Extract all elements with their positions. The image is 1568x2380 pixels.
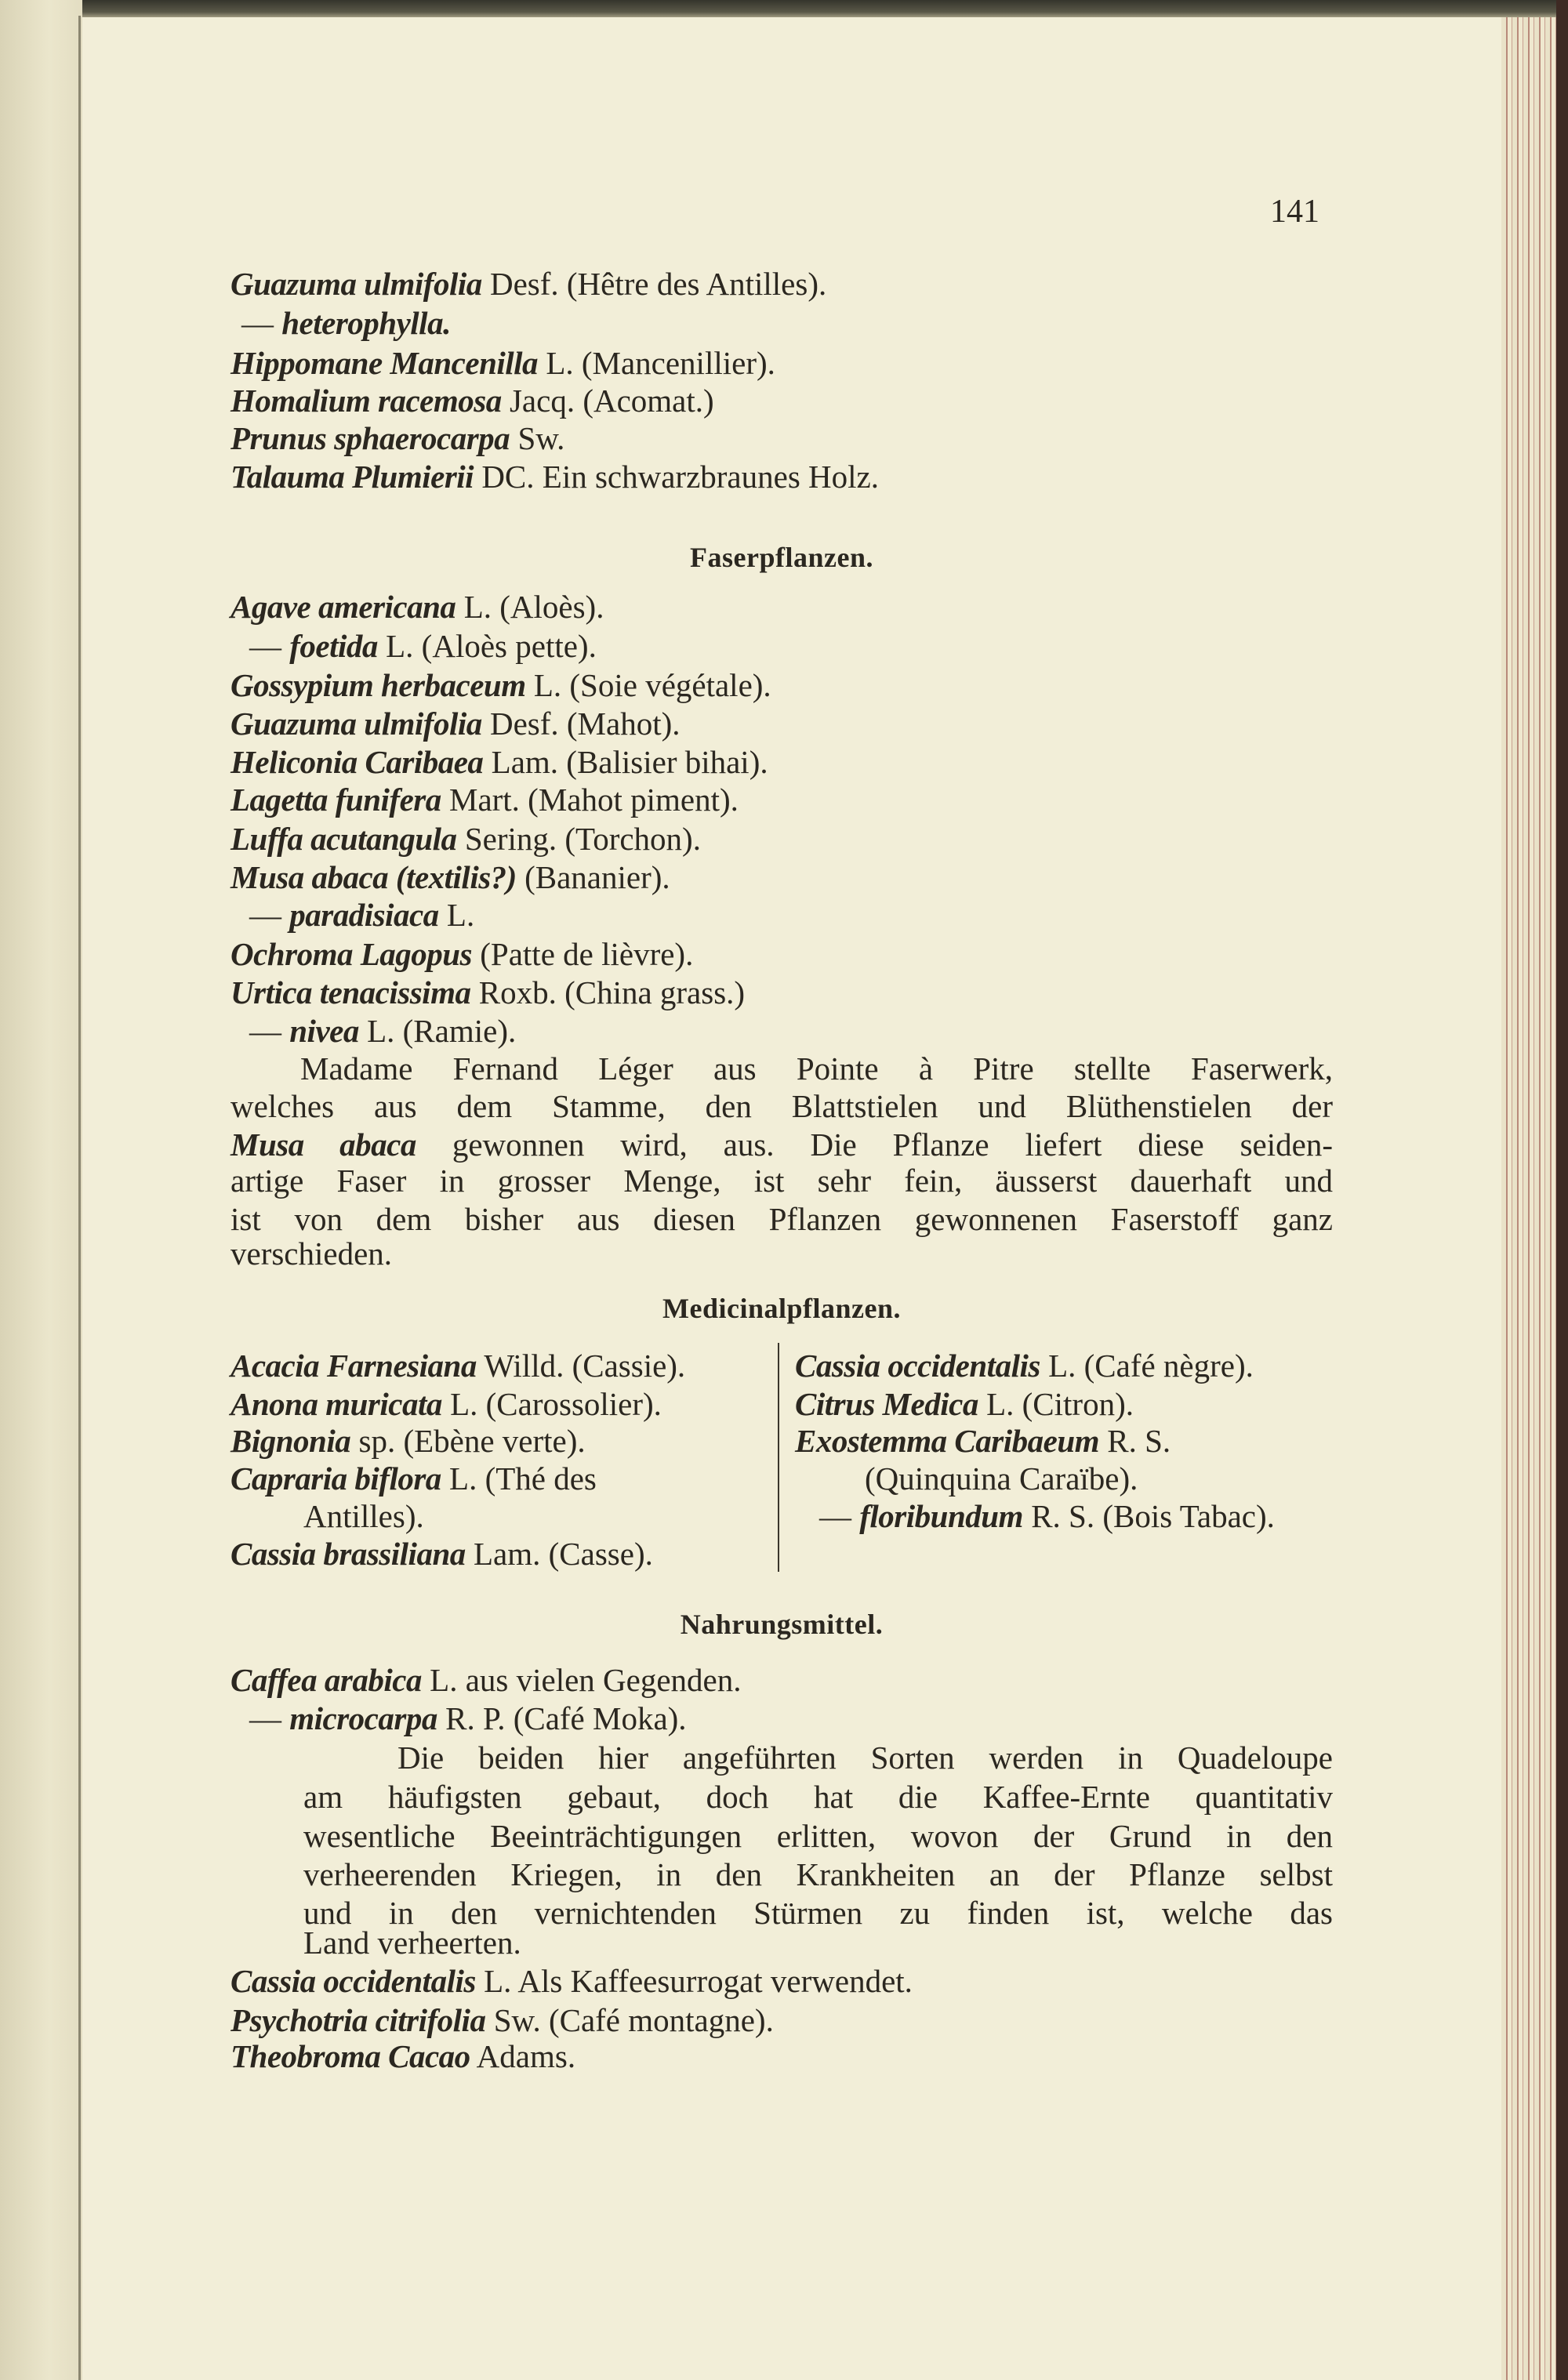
text-span: ist von dem bisher aus diesen Pflanzen gewonnenen Faserstoff ganz bbox=[230, 1201, 1333, 1237]
text-span: Antilles). bbox=[303, 1498, 424, 1534]
heading-text: Medicinalpflanzen. bbox=[662, 1293, 901, 1324]
text-span: DC. Ein schwarzbraunes Holz. bbox=[474, 459, 879, 495]
species-name: Cassia occidentalis bbox=[795, 1348, 1040, 1384]
species-name: nivea bbox=[289, 1013, 359, 1049]
text-span: verheerenden Kriegen, in den Krankheiten an der Pflanze selbst bbox=[303, 1856, 1333, 1892]
text-line bbox=[249, 1699, 1333, 1738]
text-span: Madame Fernand Léger aus Pointe à Pitre stellte Faserwerk, bbox=[300, 1050, 1333, 1087]
text-line bbox=[303, 1855, 1333, 1894]
text-line bbox=[230, 1125, 1333, 1164]
text-line bbox=[241, 303, 1333, 343]
text-span: am häufigsten gebaut, doch hat die Kaffee-Ernte quantitativ bbox=[303, 1779, 1333, 1815]
text-span: Sw. (Café montagne). bbox=[485, 2002, 774, 2038]
species-name: Agave americana bbox=[230, 589, 456, 625]
species-name: Guazuma ulmifolia bbox=[230, 706, 482, 742]
text-span: L. (Carossolier). bbox=[441, 1386, 662, 1422]
text-span: artige Faser in grosser Menge, ist sehr fein, äusserst dauerhaft und bbox=[230, 1163, 1333, 1199]
text-span: Desf. (Mahot). bbox=[481, 706, 681, 742]
heading-text: Faserpflanzen. bbox=[690, 542, 873, 573]
text-span: sp. (Ebène verte). bbox=[350, 1423, 586, 1459]
text-span: (Patte de lièvre). bbox=[472, 936, 694, 972]
gutter-line bbox=[78, 16, 81, 2380]
text-span: R. P. (Café Moka). bbox=[437, 1700, 687, 1736]
scan-top-edge bbox=[0, 0, 1568, 17]
text-span: — bbox=[241, 305, 282, 341]
species-name: Anona muricata bbox=[230, 1386, 442, 1422]
text-span: L. (Soie végétale). bbox=[525, 667, 771, 703]
text-line bbox=[230, 704, 1333, 743]
text-span: L. (Mancenillier). bbox=[538, 345, 775, 381]
text-line bbox=[249, 1011, 1333, 1050]
text-span: Willd. (Cassie). bbox=[476, 1348, 686, 1384]
text-line bbox=[230, 457, 1333, 496]
text-line bbox=[230, 1961, 1333, 2001]
species-name: Musa abaca (textilis?) bbox=[230, 859, 517, 895]
text-span: L. aus vielen Gegenden. bbox=[421, 1662, 742, 1698]
species-name: Capraria biflora bbox=[230, 1460, 441, 1497]
text-line bbox=[230, 1384, 768, 1424]
species-name: Bignonia bbox=[230, 1423, 351, 1459]
text-span: — bbox=[249, 1700, 290, 1736]
species-name: paradisiaca bbox=[289, 897, 439, 933]
text-span: (Quinquina Caraïbe). bbox=[865, 1460, 1138, 1497]
species-name: Caffea arabica bbox=[230, 1662, 422, 1698]
text-line bbox=[303, 1923, 1333, 1962]
text-span: verschieden. bbox=[230, 1235, 393, 1272]
text-line bbox=[249, 626, 1333, 666]
text-line bbox=[230, 1421, 768, 1460]
section-heading bbox=[230, 1289, 1333, 1328]
species-name: Guazuma ulmifolia bbox=[230, 266, 482, 302]
text-line bbox=[230, 419, 1333, 458]
species-name: Hippomane Mancenilla bbox=[230, 345, 539, 381]
text-line bbox=[230, 1660, 1333, 1700]
species-name: foetida bbox=[289, 628, 378, 664]
text-span: Jacq. (Acomat.) bbox=[501, 383, 714, 419]
text-line bbox=[230, 1459, 768, 1498]
text-span: Lam. (Casse). bbox=[465, 1536, 653, 1572]
heading-text: Nahrungsmittel. bbox=[680, 1609, 884, 1640]
text-line bbox=[230, 1234, 1333, 1273]
text-line bbox=[230, 381, 1333, 420]
text-line bbox=[230, 1199, 1333, 1239]
text-line bbox=[795, 1384, 1333, 1424]
text-line bbox=[303, 1777, 1333, 1816]
species-name: Gossypium herbaceum bbox=[230, 667, 526, 703]
text-span: und in den vernichtenden Stürmen zu finden ist, welche das bbox=[303, 1895, 1333, 1931]
book-gutter bbox=[0, 0, 82, 2380]
text-span: L. (Aloès). bbox=[456, 589, 604, 625]
text-span: R. S. bbox=[1099, 1423, 1171, 1459]
text-span: Sw. bbox=[510, 420, 565, 456]
section-heading bbox=[230, 1605, 1333, 1644]
text-line bbox=[795, 1346, 1333, 1385]
text-line bbox=[230, 1534, 768, 1573]
text-span: R. S. (Bois Tabac). bbox=[1022, 1498, 1275, 1534]
text-span: Mart. (Mahot piment). bbox=[441, 782, 739, 818]
text-line bbox=[249, 895, 1333, 934]
text-span: L. (Café nègre). bbox=[1040, 1348, 1254, 1384]
text-line bbox=[397, 1738, 1333, 1777]
text-span: (Bananier). bbox=[516, 859, 670, 895]
text-line bbox=[230, 1346, 768, 1385]
text-span: — bbox=[249, 897, 290, 933]
page-number: 141 bbox=[1270, 194, 1319, 230]
species-name: Luffa acutangula bbox=[230, 821, 457, 857]
species-name: heterophylla. bbox=[281, 305, 451, 341]
text-span: Sering. (Torchon). bbox=[456, 821, 701, 857]
text-span: L. (Aloès pette). bbox=[377, 628, 597, 664]
text-line bbox=[230, 1087, 1333, 1126]
book-cover-edge bbox=[1556, 0, 1568, 2380]
species-name: microcarpa bbox=[289, 1700, 437, 1736]
species-name: Ochroma Lagopus bbox=[230, 936, 473, 972]
text-span: L. (Thé des bbox=[441, 1460, 597, 1497]
text-line bbox=[230, 1161, 1333, 1200]
text-line bbox=[230, 780, 1333, 819]
text-span: Lam. (Balisier bihai). bbox=[483, 744, 768, 780]
text-line bbox=[303, 1816, 1333, 1856]
species-name: Exostemma Caribaeum bbox=[795, 1423, 1100, 1459]
text-line bbox=[865, 1459, 1333, 1498]
text-span: L. (Ramie). bbox=[358, 1013, 517, 1049]
species-name: Talauma Plumierii bbox=[230, 459, 474, 495]
species-name: Acacia Farnesiana bbox=[230, 1348, 477, 1384]
text-line bbox=[230, 343, 1333, 383]
section-heading bbox=[230, 538, 1333, 577]
text-span: — bbox=[249, 628, 290, 664]
text-line bbox=[819, 1497, 1333, 1536]
species-name: Cassia brassiliana bbox=[230, 1536, 466, 1572]
species-name: Citrus Medica bbox=[795, 1386, 978, 1422]
species-name: Musa abaca bbox=[230, 1127, 416, 1163]
text-line bbox=[230, 666, 1333, 705]
text-line bbox=[795, 1421, 1333, 1460]
text-line bbox=[230, 2037, 1333, 2076]
species-name: Prunus sphaerocarpa bbox=[230, 420, 510, 456]
species-name: floribundum bbox=[859, 1498, 1023, 1534]
species-name: Psychotria citrifolia bbox=[230, 2002, 486, 2038]
text-line bbox=[230, 264, 1333, 303]
text-span: — bbox=[819, 1498, 860, 1534]
text-span: Die beiden hier angeführten Sorten werden in Quadeloupe bbox=[397, 1740, 1333, 1776]
text-span: — bbox=[249, 1013, 290, 1049]
column-divider bbox=[778, 1343, 779, 1572]
species-name: Urtica tenacissima bbox=[230, 974, 471, 1010]
text-span: Land verheerten. bbox=[303, 1925, 521, 1961]
text-span: Desf. (Hêtre des Antilles). bbox=[481, 266, 827, 302]
text-span: gewonnen wird, aus. Die Pflanze liefert diese seiden- bbox=[416, 1127, 1333, 1163]
text-span: L. (Citron). bbox=[978, 1386, 1134, 1422]
text-line bbox=[303, 1497, 768, 1536]
species-name: Lagetta funifera bbox=[230, 782, 441, 818]
text-line bbox=[230, 858, 1333, 897]
text-span: welches aus dem Stamme, den Blattstielen und Blüthenstielen der bbox=[230, 1088, 1333, 1124]
text-line bbox=[300, 1049, 1333, 1088]
text-span: Adams. bbox=[470, 2038, 576, 2074]
text-line bbox=[230, 742, 1333, 782]
text-span: L. Als Kaffeesurrogat verwendet. bbox=[475, 1963, 913, 1999]
text-span: Roxb. (China grass.) bbox=[470, 974, 746, 1010]
text-line bbox=[230, 973, 1333, 1012]
text-line bbox=[230, 587, 1333, 626]
text-line bbox=[230, 934, 1333, 974]
text-span: wesentliche Beeinträchtigungen erlitten, wovon der Grund in den bbox=[303, 1818, 1333, 1854]
species-name: Heliconia Caribaea bbox=[230, 744, 484, 780]
text-span: L. bbox=[438, 897, 475, 933]
species-name: Cassia occidentalis bbox=[230, 1963, 476, 1999]
text-line bbox=[230, 2001, 1333, 2040]
species-name: Homalium racemosa bbox=[230, 383, 502, 419]
species-name: Theobroma Cacao bbox=[230, 2038, 470, 2074]
text-line bbox=[230, 819, 1333, 858]
